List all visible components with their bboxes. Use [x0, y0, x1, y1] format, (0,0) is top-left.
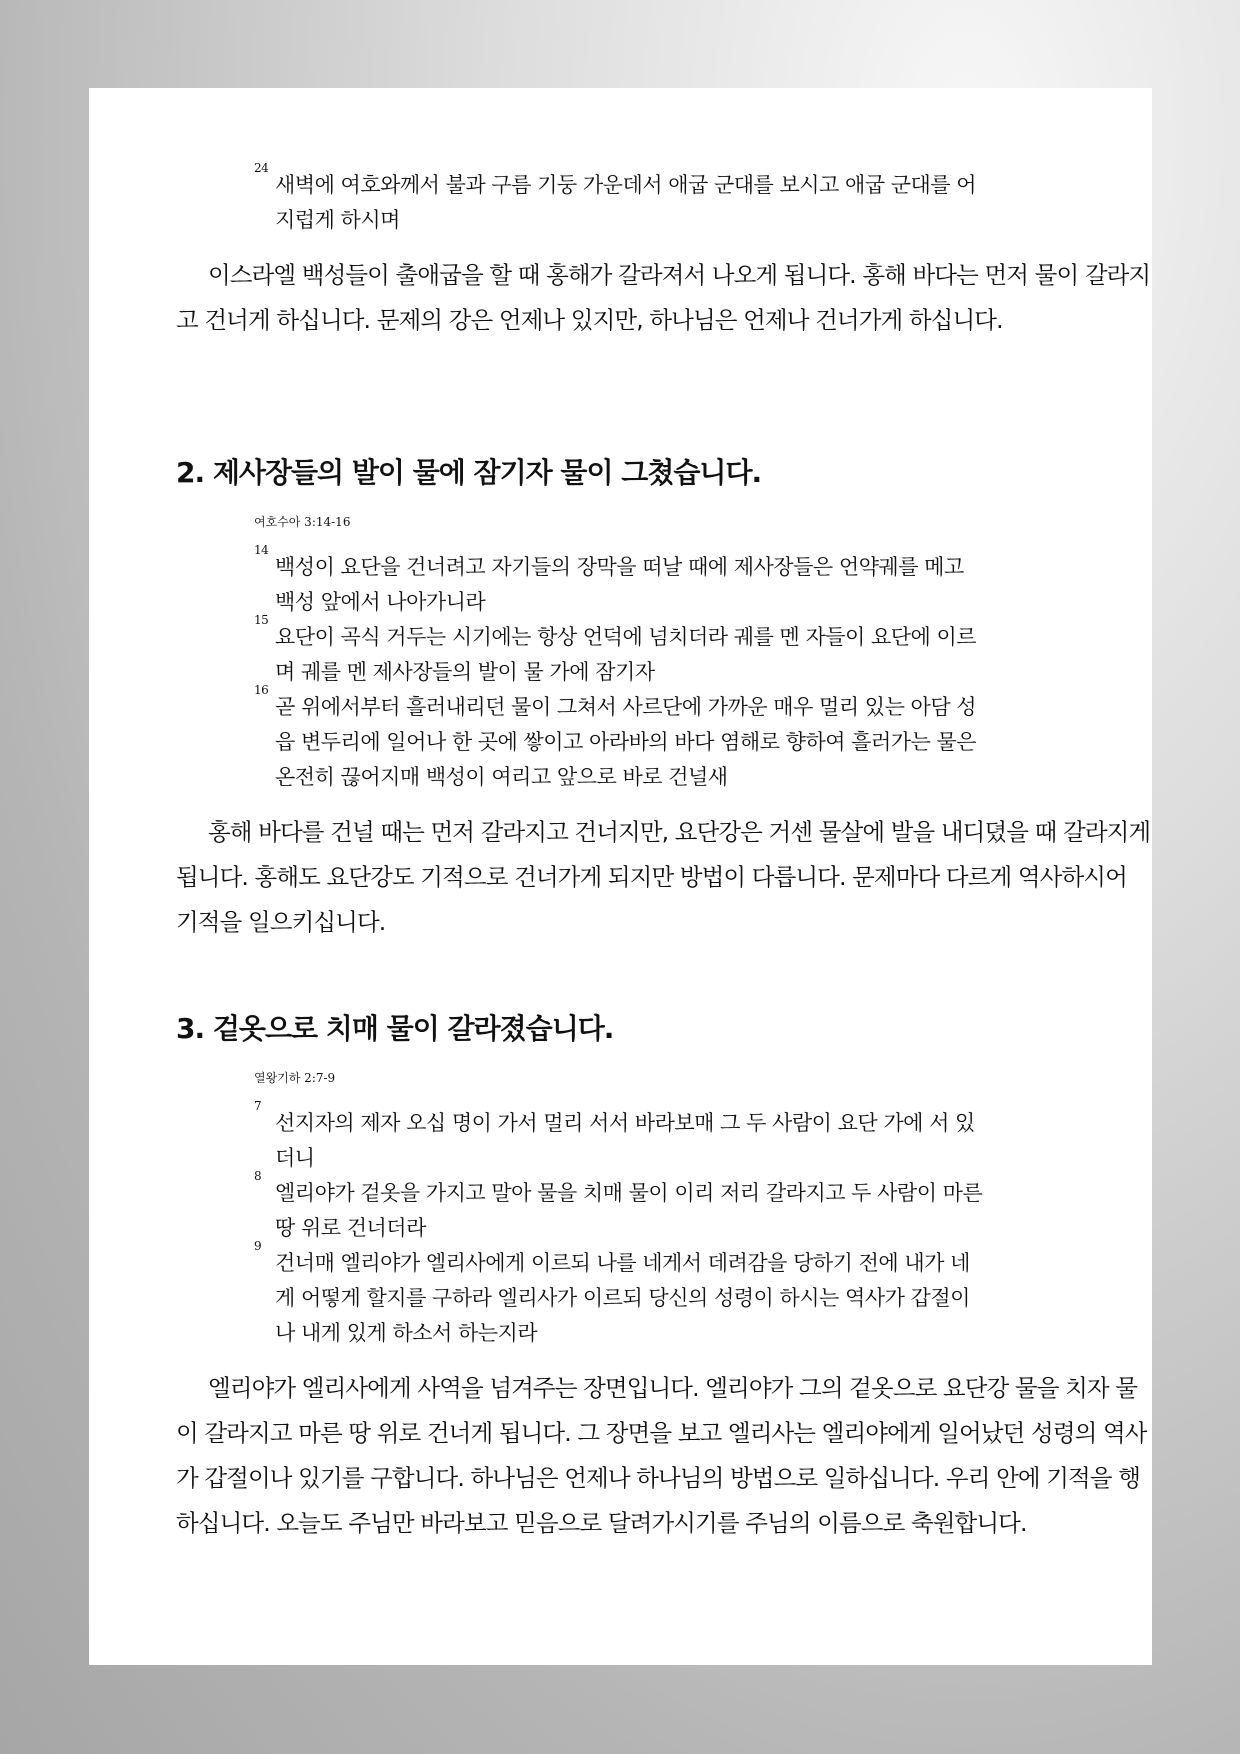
verse-9	[254, 1239, 989, 1351]
verse-15	[254, 613, 989, 690]
verse-16	[254, 683, 989, 795]
verse-text: 선지자의 제자 오십 명이 가서 멀리 서서 바라보매 그 두 사람이 요단 가에 서 있더니	[275, 1111, 975, 1170]
section-2-reference: 여호수아 3:14-16	[254, 515, 351, 529]
verse-24	[254, 161, 989, 238]
verse-number: 7	[254, 1099, 262, 1113]
verse-text: 건너매 엘리야가 엘리사에게 이르되 나를 네게서 데려감을 당하기 전에 내가 네게 어떻게 할지를 구하라 엘리사가 이르되 당신의 성령이 하시는 역사가 갑절이나 내게 있게 하소서 하는지라	[275, 1251, 970, 1345]
section-3-heading: 3. 겉옷으로 치매 물이 갈라졌습니다.	[176, 1012, 614, 1045]
verse-block-section-2	[254, 543, 989, 795]
verse-number: 9	[254, 1239, 262, 1253]
verse-14	[254, 543, 989, 620]
verse-7	[254, 1099, 989, 1176]
verse-text: 엘리야가 겉옷을 가지고 말아 물을 치매 물이 이리 저리 갈라지고 두 사람이 마른 땅 위로 건너더라	[275, 1181, 983, 1240]
section-3-reference: 열왕기하 2:7-9	[254, 1071, 336, 1085]
verse-text: 새벽에 여호와께서 불과 구름 기둥 가운데서 애굽 군대를 보시고 애굽 군대를 어지럽게 하시며	[275, 173, 977, 232]
verse-number: 24	[254, 161, 269, 175]
verse-number: 8	[254, 1169, 262, 1183]
verse-block-top	[254, 161, 989, 238]
section-2-heading: 2. 제사장들의 발이 물에 잠기자 물이 그쳤습니다.	[176, 456, 762, 489]
verse-block-section-3	[254, 1099, 989, 1351]
document-page	[89, 88, 1152, 1665]
verse-number: 15	[254, 613, 269, 627]
paragraph-1: 이스라엘 백성들이 출애굽을 할 때 홍해가 갈라져서 나오게 됩니다. 홍해 바다는 먼저 물이 갈라지고 건너게 하십니다. 문제의 강은 언제나 있지만, 하나님은 언제나 건너가게 하십니다.	[176, 261, 1151, 334]
verse-text: 백성이 요단을 건너려고 자기들의 장막을 떠날 때에 제사장들은 언약궤를 메고 백성 앞에서 나아가니라	[275, 555, 964, 614]
verse-number: 16	[254, 683, 269, 697]
verse-8	[254, 1169, 989, 1246]
paragraph-2: 홍해 바다를 건널 때는 먼저 갈라지고 건너지만, 요단강은 거센 물살에 발을 내디뎠을 때 갈라지게 됩니다. 홍해도 요단강도 기적으로 건너가게 되지만 방법이 다릅니다. 문제마다 다르게 역사하시어 기적을 일으키십니다.	[176, 818, 1151, 936]
verse-text: 요단이 곡식 거두는 시기에는 항상 언덕에 넘치더라 궤를 멘 자들이 요단에 이르며 궤를 멘 제사장들의 발이 물 가에 잠기자	[275, 625, 977, 684]
verse-text: 곧 위에서부터 흘러내리던 물이 그쳐서 사르단에 가까운 매우 멀리 있는 아담 성읍 변두리에 일어나 한 곳에 쌓이고 아라바의 바다 염해로 향하여 흘러가는 물은 온전히 끊어지매 백성이 여리고 앞으로 바로 건널새	[275, 695, 977, 789]
verse-number: 14	[254, 543, 269, 557]
paragraph-3: 엘리야가 엘리사에게 사역을 넘겨주는 장면입니다. 엘리야가 그의 겉옷으로 요단강 물을 치자 물이 갈라지고 마른 땅 위로 건너게 됩니다. 그 장면을 보고 엘리사는 엘리야에게 일어났던 성령의 역사가 갑절이나 있기를 구합니다. 하나님은 언제나 하나님의 방법으로 일하십니다. 우리 안에 기적을 행하십니다. 오늘도 주님만 바라보고 믿음으로 달려가시기를 주님의 이름으로 축원합니다.	[176, 1374, 1147, 1537]
